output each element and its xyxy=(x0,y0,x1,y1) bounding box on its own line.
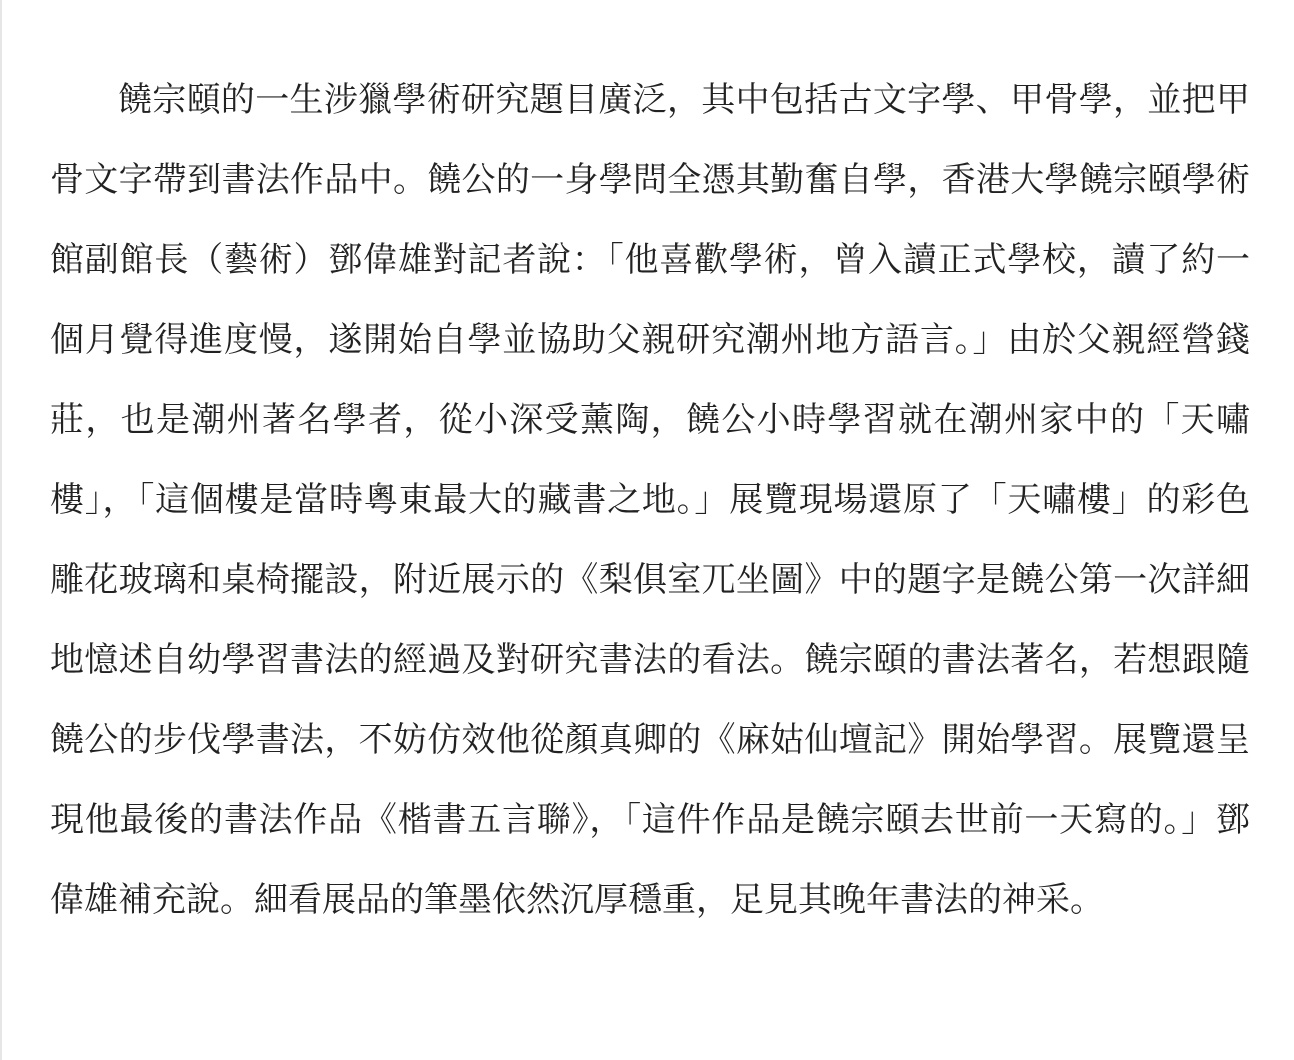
left-border xyxy=(0,0,2,1060)
article-paragraph: 饒宗頤的一生涉獵學術研究題目廣泛，其中包括古文字學、甲骨學，並把甲骨文字帶到書法作品中。饒公的一身學問全憑其勤奮自學，香港大學饒宗頤學術館副館長（藝術）鄧偉雄對記者說：「他喜歡學術，曾入讀正式學校，讀了約一個月覺得進度慢，遂開始自學並協助父親研究潮州地方語言。」由於父親經營錢莊，也是潮州著名學者，從小深受薰陶，饒公小時學習就在潮州家中的「天嘯樓」，「這個樓是當時粵東最大的藏書之地。」展覽現場還原了「天嘯樓」的彩色雕花玻璃和桌椅擺設，附近展示的《梨俱室兀坐圖》中的題字是饒公第一次詳細地憶述自幼學習書法的經過及對研究書法的看法。饒宗頤的書法著名，若想跟隨饒公的步伐學書法，不妨仿效他從顏真卿的《麻姑仙壇記》開始學習。展覽還呈現他最後的書法作品《楷書五言聯》，「這件作品是饒宗頤去世前一天寫的。」鄧偉雄補充說。細看展品的筆墨依然沉厚穩重，足見其晚年書法的神采。 xyxy=(50,80,1250,920)
article-body xyxy=(50,60,1250,940)
